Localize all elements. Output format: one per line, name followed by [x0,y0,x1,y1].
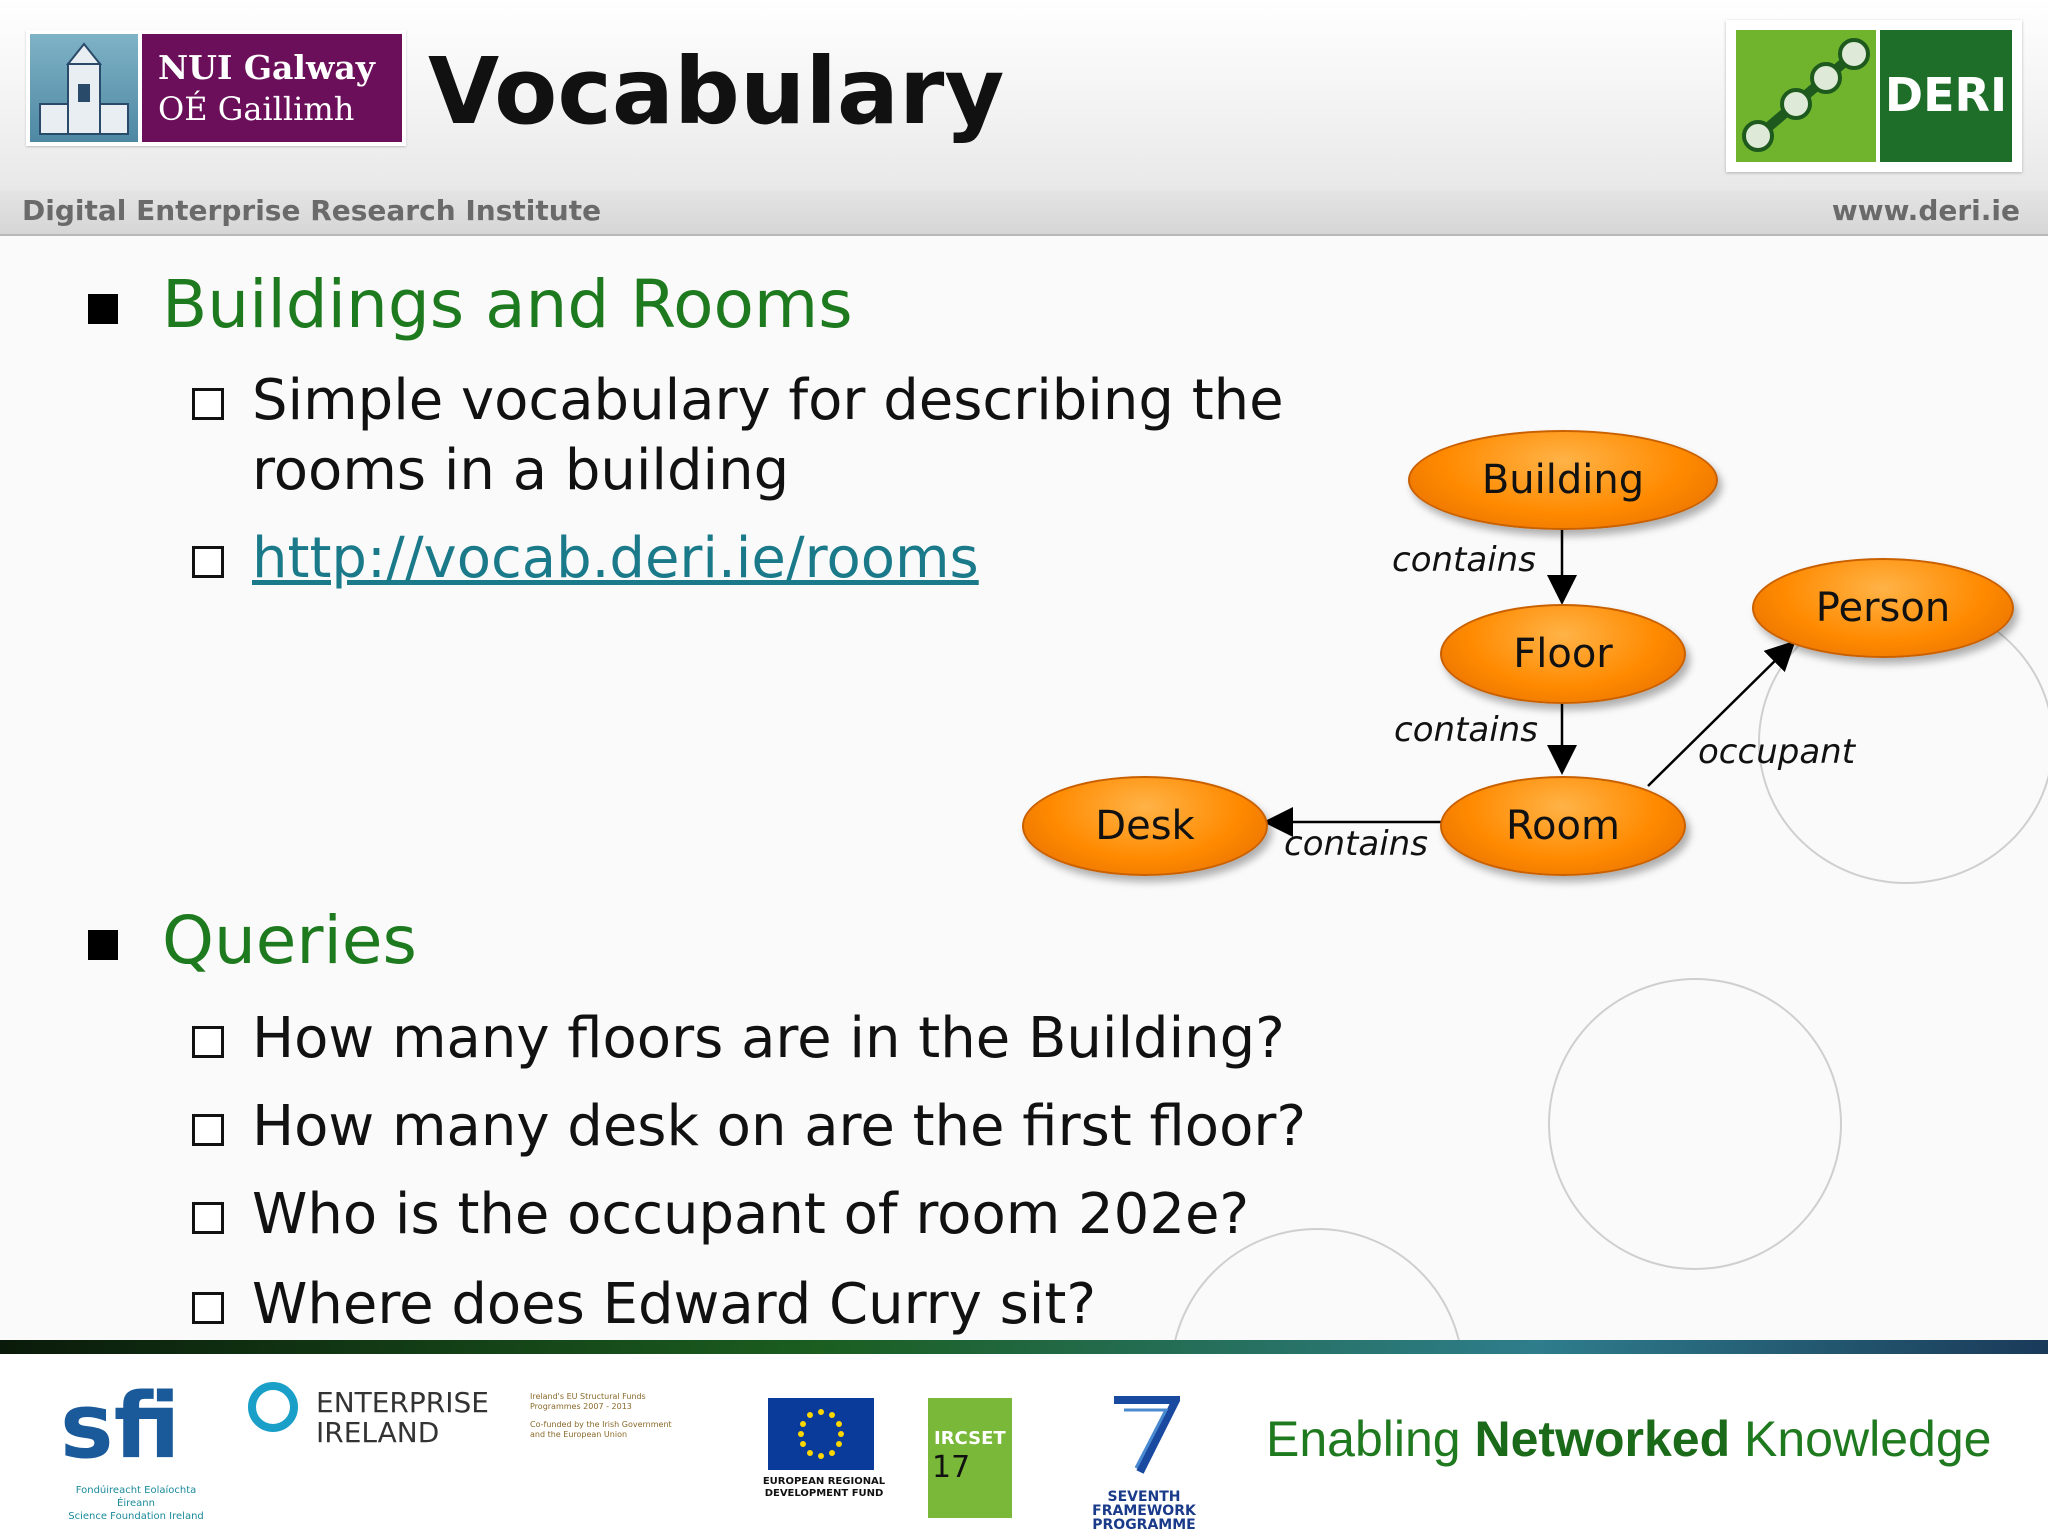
query-item [252,1180,1249,1250]
tagline [1266,1410,1991,1468]
erdf-line1: EUROPEAN REGIONAL [762,1476,886,1487]
query-item [252,1092,1306,1162]
sfi-caption-line1: Fondúireacht Eolaíochta Éireann [75,1485,197,1509]
edge-label-room-desk: contains [1284,824,1428,864]
hollow-square-bullet-icon [192,1026,224,1058]
description-line2: rooms in a building [252,438,790,503]
sfi-logo: sfi [60,1374,181,1479]
node-person [1752,558,2014,658]
query-text: Who is the occupant of room 202e? [252,1182,1250,1247]
node-building [1408,430,1718,530]
enterprise-ireland-logo [316,1388,489,1448]
ircset-text: IRCSET [934,1428,1006,1449]
node-room-label: Room [1506,803,1620,849]
hollow-square-bullet-icon [192,1114,224,1146]
heading-queries: Queries [162,902,417,979]
query-text: Where does Edward Curry sit? [252,1272,1097,1337]
eu-flag-icon [768,1398,874,1470]
fp7-line1: SEVENTH FRAMEWORK [1092,1489,1196,1519]
query-text: How many desk on are the first floor? [252,1094,1307,1159]
node-floor [1440,604,1686,704]
fp7-caption [1064,1490,1224,1532]
node-building-label: Building [1481,457,1645,503]
query-text: How many floors are in the Building? [252,1006,1285,1071]
edge-label-room-person: occupant [1698,732,1856,772]
hollow-square-bullet-icon [192,1292,224,1324]
tagline-pre: Enabling [1266,1411,1475,1467]
slide-footer [0,1354,2048,1536]
eu-structural-funds-logo [530,1392,710,1440]
eu-struct-line4: and the European Union [530,1430,628,1439]
page-number: 17 [932,1450,971,1485]
erdf-caption [762,1476,886,1500]
eu-struct-line2: Programmes 2007 - 2013 [530,1402,632,1411]
query-item [252,1004,1285,1074]
sfi-caption-line2: Science Foundation Ireland [68,1511,204,1522]
logo-line1: NUI Galway [158,48,375,87]
node-desk [1022,776,1268,876]
node-desk-label: Desk [1095,803,1195,849]
edge-label-floor-room: contains [1394,710,1538,750]
fp7-logo-icon [1110,1394,1180,1474]
vocab-link[interactable]: http://vocab.deri.ie/rooms [252,526,979,591]
ei-line2: IRELAND [316,1416,440,1449]
institute-name: Digital Enterprise Research Institute [22,194,602,227]
node-room [1440,776,1686,876]
ei-line1: ENTERPRISE [316,1386,489,1419]
eu-struct-line3: Co-funded by the Irish Government [530,1420,672,1429]
erdf-line2: DEVELOPMENT FUND [764,1488,884,1499]
enterprise-ireland-icon [248,1382,298,1432]
ircset-logo [928,1398,1012,1518]
eu-struct-line1: Ireland's EU Structural Funds [530,1392,646,1401]
heading-buildings-and-rooms: Buildings and Rooms [162,266,853,343]
square-bullet-icon [88,930,118,960]
website-url: www.deri.ie [1831,194,2020,227]
tagline-post: Knowledge [1730,1411,1992,1467]
description-line1: Simple vocabulary for describing the [252,368,1284,433]
sfi-caption [56,1484,216,1523]
footer-divider [0,1340,2048,1354]
slide-title: Vocabulary [428,38,1005,145]
hollow-square-bullet-icon [192,1202,224,1234]
node-person-label: Person [1815,585,1951,631]
tagline-bold: Networked [1474,1411,1731,1467]
deri-logo-text: DERI [1884,68,2008,122]
logo-line2: OÉ Gaillimh [158,90,355,128]
edge-label-building-floor: contains [1392,540,1536,580]
node-floor-label: Floor [1513,631,1613,677]
query-item [252,1270,1096,1340]
fp7-line2: PROGRAMME [1092,1517,1196,1533]
bullet-queries [162,902,417,979]
